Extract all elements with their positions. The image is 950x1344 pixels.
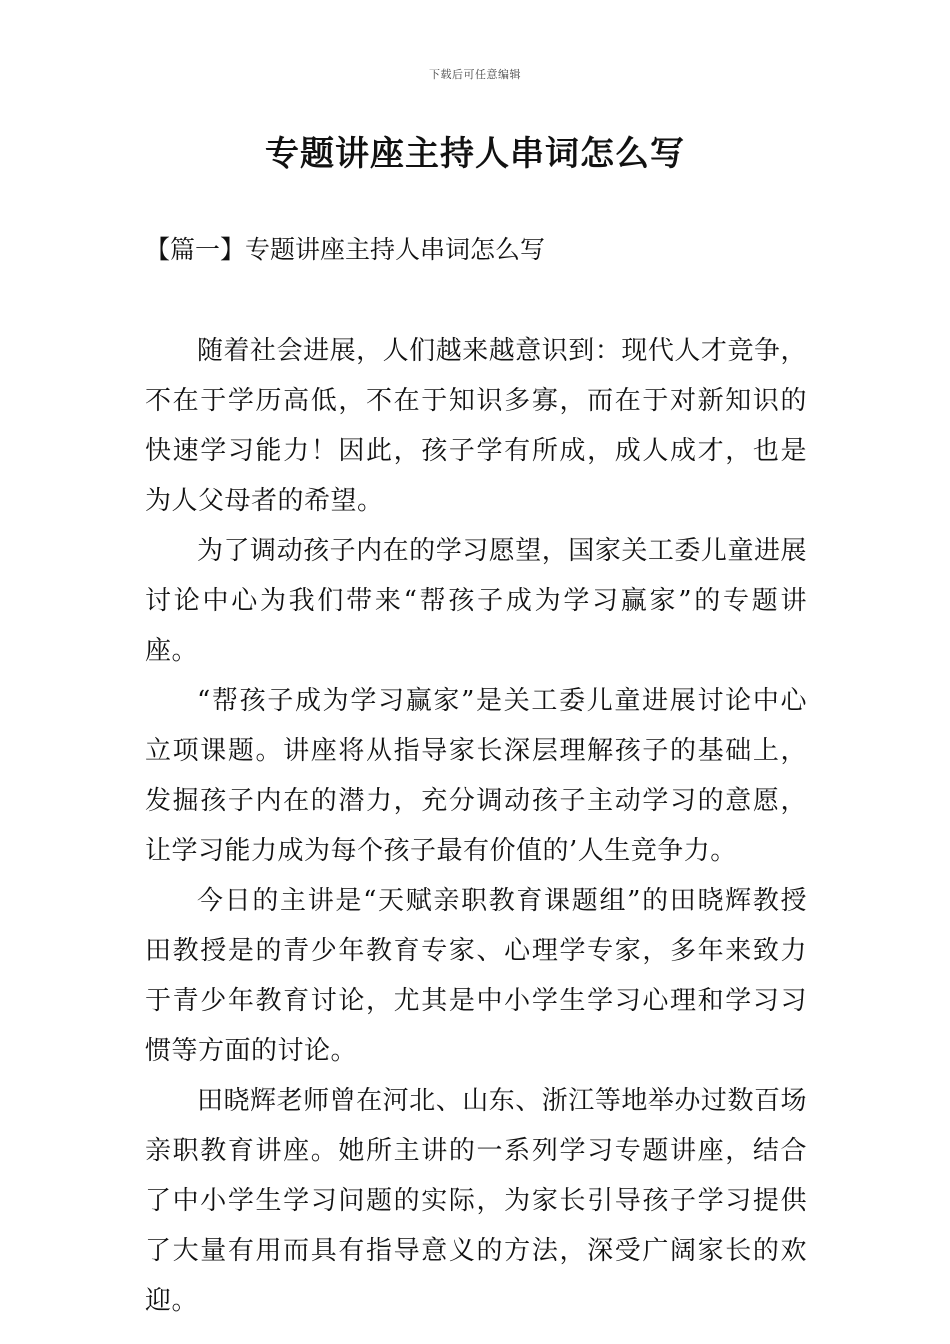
- paragraph: 田晓辉老师曾在河北、山东、浙江等地举办过数百场亲职教育讲座。她所主讲的一系列学习专题讲座，结合了中小学生学习问题的实际，为家长引导孩子学习提供了大量有用而具有指导意义的方法，深受广阔家长的欢迎。: [145, 1086, 807, 1316]
- section-heading: 【篇一】专题讲座主持人串词怎么写: [145, 235, 546, 264]
- paragraph: 随着社会进展，人们越来越意识到：现代人才竞争，不在于学历高低，不在于知识多寡，而在于对新知识的快速学习能力！因此，孩子学有所成，成人成才，也是为人父母者的希望。: [145, 336, 807, 516]
- document-title: 专题讲座主持人串词怎么写: [265, 134, 685, 174]
- paragraph: “帮孩子成为学习赢家”是关工委儿童进展讨论中心立项课题。讲座将从指导家长深层理解孩子的基础上，发掘孩子内在的潜力，充分调动孩子主动学习的意愿，让学习能力成为每个孩子最有价值的’人生竞争力。: [145, 686, 807, 866]
- header-note: 下载后可任意编辑: [429, 68, 521, 81]
- paragraph: 今日的主讲是“天赋亲职教育课题组”的田晓辉教授田教授是的青少年教育专家、心理学专家，多年来致力于青少年教育讨论，尤其是中小学生学习心理和学习习惯等方面的讨论。: [145, 886, 807, 1066]
- document-body: [145, 326, 807, 1326]
- paragraph: 为了调动孩子内在的学习愿望，国家关工委儿童进展讨论中心为我们带来“帮孩子成为学习赢家”的专题讲座。: [145, 536, 807, 666]
